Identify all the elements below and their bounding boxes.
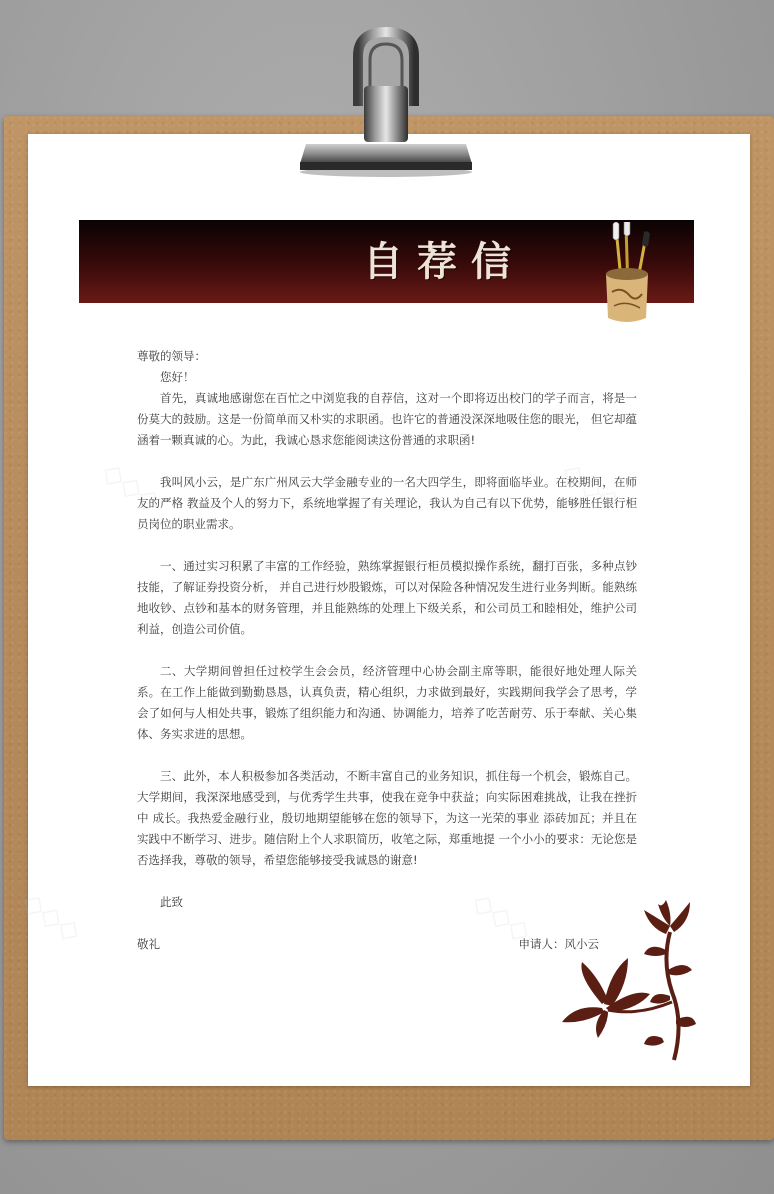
- lotus-flower-icon: [558, 892, 698, 1062]
- regards: 敬礼: [137, 937, 160, 951]
- letter-paragraph: 我叫风小云，是广东广州风云大学金融专业的一名大四学生，即将面临毕业。在校期间，在师友的严格 教益及个人的努力下，系统地掌握了有关理论，我认为自己有以下优势，能够胜任银行柜员岗位的职业需求。: [137, 475, 637, 531]
- letter-paragraph: 首先，真诚地感谢您在百忙之中浏览我的自荐信，这对一个即将迈出校门的学子而言，将是一份莫大的鼓励。这是一份简单而又朴实的求职函。也许它的普通没深深地吸住您的眼光， 但它却蕴涵着一颗真诚的心。为此，我诚心恳求您能阅读这份普通的求职函!: [137, 391, 637, 447]
- letter-paragraph: 一、通过实习积累了丰富的工作经验，熟练掌握银行柜员模拟操作系统，翻打百张，多种点钞技能，了解证券投资分析， 并自己进行炒股锻炼，可以对保险各种情况发生进行业务判断。能熟练地收钞、点钞和基本的财务管理，并且能熟练的处理上下级关系，和公司员工和睦相处，维护公司利益，创造公司价值。: [137, 559, 637, 636]
- greeting: 您好！: [160, 370, 195, 384]
- binder-clip-icon: [296, 26, 476, 178]
- brush-pot-icon: [596, 222, 658, 328]
- letter-paragraph: 二、大学期间曾担任过校学生会会员，经济管理中心协会副主席等职，能很好地处理人际关系。在工作上能做到勤勤恳恳，认真负责，精心组织，力求做到最好，实践期间我学会了思考，学会了如何与人相处共事，锻炼了组织能力和沟通、协调能力，培养了吃苦耐劳、乐于奉献、关心集体、务实求进的思想。: [137, 664, 637, 741]
- letter-body: [137, 346, 637, 955]
- closing: 此致: [160, 895, 183, 909]
- sign-row: [137, 934, 599, 955]
- signature: 申请人：风小云: [518, 937, 599, 951]
- letter-paragraph: 三、此外，本人积极参加各类活动，不断丰富自己的业务知识，抓住每一个机会，锻炼自己。大学期间，我深深地感受到，与优秀学生共事，使我在竞争中获益；向实际困难挑战，让我在挫折中 成长。我热爱金融行业，殷切地期望能够在您的领导下，为这一光荣的事业 添砖加瓦；并且在实践中不断学习、进步。随信附上个人求职简历，收笔之际，郑重地提 一个小小的要求：无论您是否选择我，尊敬的领导，希望您能够接受我诚恳的谢意!: [137, 769, 637, 867]
- salutation: 尊敬的领导：: [137, 349, 206, 363]
- page-title: 自荐信: [363, 238, 525, 285]
